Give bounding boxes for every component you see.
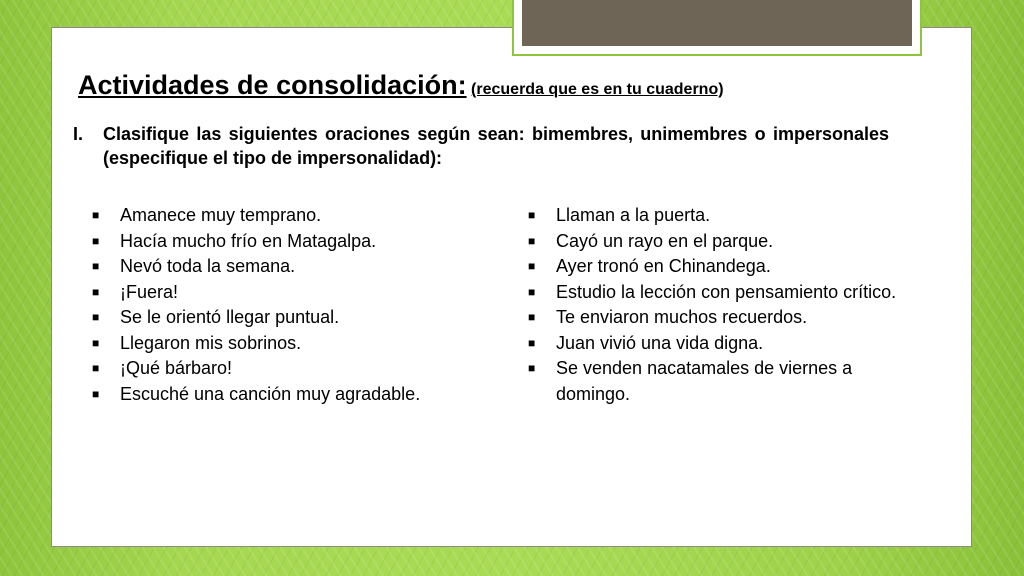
square-bullet-icon: ■ (92, 386, 100, 401)
list-item (92, 382, 497, 408)
list-item (528, 331, 913, 357)
list-item (92, 203, 497, 229)
right-sentence-list (528, 203, 913, 407)
list-item (92, 331, 497, 357)
square-bullet-icon: ■ (92, 310, 100, 324)
list-item (528, 280, 913, 306)
photo-frame (512, 0, 922, 56)
list-item-text: Llaman a la puerta. (556, 205, 711, 225)
page-title (78, 70, 724, 101)
header-photo (522, 0, 912, 46)
square-bullet-icon: ■ (92, 335, 100, 350)
list-item-text: Hacía mucho frío en Matagalpa. (120, 230, 377, 251)
list-item-text: Se le orientó llegar puntual. (120, 307, 340, 327)
list-item (92, 280, 497, 306)
list-item-text: Nevó toda la semana. (120, 256, 296, 276)
list-item-text: Juan vivió una vida digna. (556, 332, 764, 353)
list-item-text: ¡Qué bárbaro! (120, 358, 233, 378)
list-item (528, 356, 913, 407)
square-bullet-icon: ■ (528, 284, 536, 299)
list-item-text: ¡Fuera! (120, 281, 179, 302)
instruction (73, 122, 889, 170)
list-item (92, 229, 497, 255)
list-item-text: Cayó un rayo en el parque. (556, 230, 774, 251)
list-item-text: Amanece muy temprano. (120, 205, 322, 225)
square-bullet-icon: ■ (528, 361, 536, 375)
list-item-text: Escuché una canción muy agradable. (120, 383, 421, 404)
square-bullet-icon: ■ (528, 310, 536, 324)
list-item-text: Llegaron mis sobrinos. (120, 332, 302, 353)
list-item-text: Estudio la lección con pensamiento crítico. (556, 281, 897, 302)
instruction-text: Clasifique las siguientes oraciones según sean: bimembres, unimembres o impersonales (especifique el tipo de impersonalidad): (103, 124, 889, 168)
square-bullet-icon: ■ (528, 233, 536, 248)
square-bullet-icon: ■ (92, 284, 100, 299)
list-item-text: Se venden nacatamales de viernes a domingo. (556, 358, 853, 404)
list-item (92, 254, 497, 280)
list-item (528, 203, 913, 229)
list-item (528, 305, 913, 331)
list-item-text: Ayer tronó en Chinandega. (556, 256, 771, 276)
list-item (528, 254, 913, 280)
square-bullet-icon: ■ (528, 259, 536, 273)
square-bullet-icon: ■ (528, 335, 536, 350)
list-item-text: Te enviaron muchos recuerdos. (556, 307, 808, 327)
list-item (92, 305, 497, 331)
left-sentence-list (92, 203, 497, 407)
square-bullet-icon: ■ (92, 208, 100, 222)
title-note: (recuerda que es en tu cuaderno) (471, 81, 724, 98)
square-bullet-icon: ■ (92, 233, 100, 248)
square-bullet-icon: ■ (92, 361, 100, 375)
instruction-number: I. (73, 124, 84, 144)
square-bullet-icon: ■ (92, 259, 100, 273)
list-item (528, 229, 913, 255)
title-main: Actividades de consolidación: (78, 70, 467, 100)
list-item (92, 356, 497, 382)
square-bullet-icon: ■ (528, 208, 536, 222)
